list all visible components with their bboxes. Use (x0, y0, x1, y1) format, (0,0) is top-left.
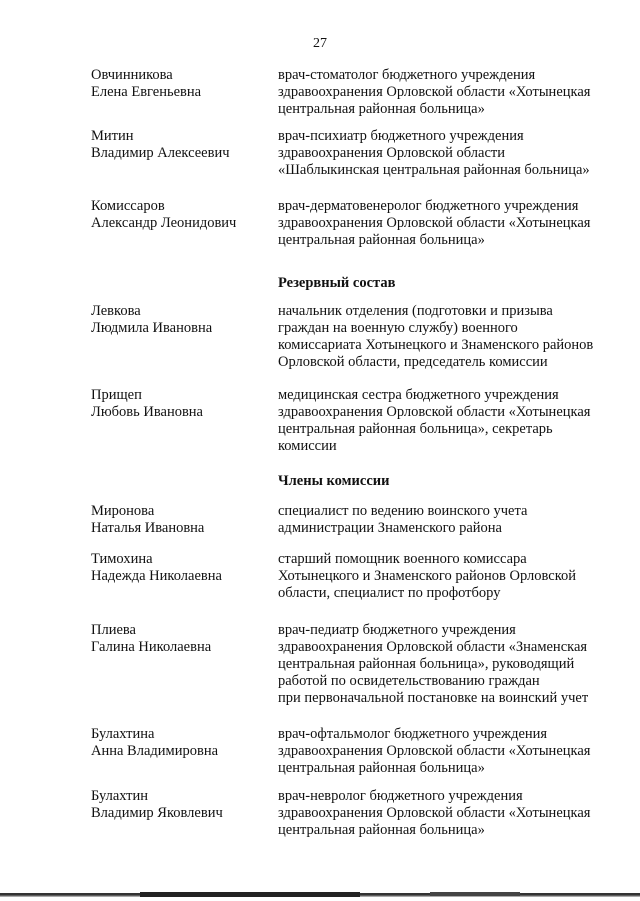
reserve-heading: Резервный состав (278, 275, 396, 291)
member-name: Прищеп Любовь Ивановна (91, 387, 203, 420)
member-name: Булахтина Анна Владимировна (91, 726, 219, 759)
member-name: Левкова Людмила Ивановна (91, 303, 213, 336)
member-role: специалист по ведению воинского учета администрации Знаменского района (278, 503, 528, 536)
member-name: Плиева Галина Николаевна (91, 622, 212, 655)
page-number: 27 (313, 36, 327, 51)
member-name: Овчинникова Елена Евгеньевна (91, 67, 202, 100)
member-role: начальник отделения (подготовки и призыва граждан на военную службу) военного комиссариата Хотынецкого и Знаменского районов Орловской области, председатель комиссии (278, 303, 594, 370)
scan-edge-segment (140, 892, 360, 897)
members-heading: Члены комиссии (278, 473, 390, 489)
member-role: врач-педиатр бюджетного учреждения здравоохранения Орловской области «Знаменская центральная районная больница», руководящий работой по освидетельствованию граждан при первоначальной постановке на воинский учет (278, 622, 589, 706)
member-role: врач-офтальмолог бюджетного учреждения здравоохранения Орловской области «Хотынецкая центральная районная больница» (278, 726, 591, 776)
member-role: врач-стоматолог бюджетного учреждения здравоохранения Орловской области «Хотынецкая центральная районная больница» (278, 67, 591, 117)
member-role: старший помощник военного комиссара Хотынецкого и Знаменского районов Орловской области, специалист по профотбору (278, 551, 577, 601)
scan-edge-segment (430, 892, 520, 896)
member-name: Комиссаров Александр Леонидович (91, 198, 237, 231)
member-name: Тимохина Надежда Николаевна (91, 551, 222, 584)
member-role: врач-невролог бюджетного учреждения здравоохранения Орловской области «Хотынецкая центральная районная больница» (278, 788, 591, 838)
member-name: Митин Владимир Алексеевич (91, 128, 230, 161)
member-name: Миронова Наталья Ивановна (91, 503, 205, 536)
member-role: врач-дерматовенеролог бюджетного учреждения здравоохранения Орловской области «Хотынецкая центральная районная больница» (278, 198, 591, 248)
member-role: медицинская сестра бюджетного учреждения здравоохранения Орловской области «Хотынецкая центральная районная больница», секретарь комиссии (278, 387, 591, 454)
member-name: Булахтин Владимир Яковлевич (91, 788, 223, 821)
member-role: врач-психиатр бюджетного учреждения здравоохранения Орловской области «Шаблыкинская центральная районная больница» (278, 128, 590, 178)
scan-edge-line (0, 893, 640, 897)
